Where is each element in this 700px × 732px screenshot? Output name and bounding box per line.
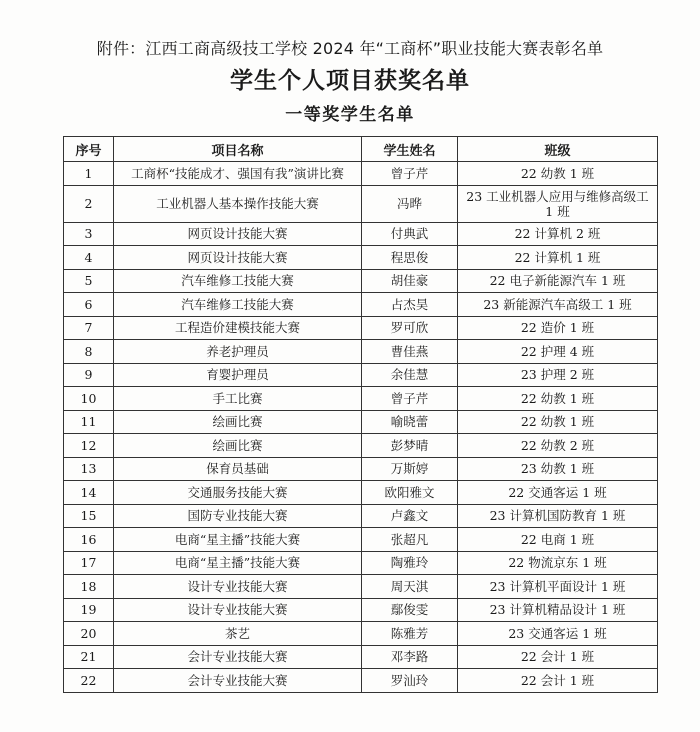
- cell-project: 电商“星主播”技能大赛: [114, 528, 362, 552]
- cell-student: 余佳慧: [362, 363, 458, 387]
- cell-number: 21: [64, 645, 114, 669]
- cell-number: 5: [64, 269, 114, 293]
- table-row: [64, 669, 658, 693]
- cell-project: 茶艺: [114, 622, 362, 646]
- cell-project: 保育员基础: [114, 457, 362, 481]
- cell-class: 22 计算机 2 班: [458, 222, 658, 246]
- cell-class: 22 幼教 1 班: [458, 162, 658, 186]
- cell-project: 工业机器人基本操作技能大赛: [114, 185, 362, 222]
- cell-student: 陈雅芳: [362, 622, 458, 646]
- header-number: 序号: [64, 137, 114, 162]
- cell-class: 23 计算机国防教育 1 班: [458, 504, 658, 528]
- cell-project: 育婴护理员: [114, 363, 362, 387]
- table-row: [64, 222, 658, 246]
- cell-student: 冯晔: [362, 185, 458, 222]
- table-row: [64, 387, 658, 411]
- table-row: [64, 185, 658, 222]
- cell-project: 绘画比赛: [114, 434, 362, 458]
- cell-class: 22 电子新能源汽车 1 班: [458, 269, 658, 293]
- table-row: [64, 575, 658, 599]
- table-row: [64, 246, 658, 270]
- table-row: [64, 481, 658, 505]
- cell-student: 付典武: [362, 222, 458, 246]
- cell-project: 网页设计技能大赛: [114, 222, 362, 246]
- cell-number: 4: [64, 246, 114, 270]
- cell-class: 23 计算机精品设计 1 班: [458, 598, 658, 622]
- cell-number: 15: [64, 504, 114, 528]
- cell-student: 程思俊: [362, 246, 458, 270]
- table-row: [64, 316, 658, 340]
- cell-student: 陶雅玲: [362, 551, 458, 575]
- cell-number: 7: [64, 316, 114, 340]
- cell-number: 14: [64, 481, 114, 505]
- cell-number: 8: [64, 340, 114, 364]
- cell-student: 罗汕玲: [362, 669, 458, 693]
- table-row: [64, 269, 658, 293]
- table-row: [64, 598, 658, 622]
- cell-student: 万斯婷: [362, 457, 458, 481]
- table-row: [64, 340, 658, 364]
- cell-student: 曹佳燕: [362, 340, 458, 364]
- table-row: [64, 293, 658, 317]
- table-row: [64, 551, 658, 575]
- cell-project: 手工比赛: [114, 387, 362, 411]
- cell-project: 绘画比赛: [114, 410, 362, 434]
- header-class: 班级: [458, 137, 658, 162]
- cell-student: 占杰昊: [362, 293, 458, 317]
- cell-class: 22 会计 1 班: [458, 645, 658, 669]
- table-row: [64, 363, 658, 387]
- cell-project: 国防专业技能大赛: [114, 504, 362, 528]
- cell-project: 电商“星主播”技能大赛: [114, 551, 362, 575]
- cell-student: 鄢俊雯: [362, 598, 458, 622]
- document-subtitle: 一等奖学生名单: [285, 105, 415, 125]
- cell-project: 会计专业技能大赛: [114, 645, 362, 669]
- cell-student: 周天淇: [362, 575, 458, 599]
- cell-class: 23 工业机器人应用与维修高级工 1 班: [458, 185, 658, 222]
- cell-student: 邓李路: [362, 645, 458, 669]
- cell-student: 彭梦晴: [362, 434, 458, 458]
- cell-class: 22 幼教 1 班: [458, 410, 658, 434]
- cell-student: 胡佳豪: [362, 269, 458, 293]
- cell-number: 2: [64, 185, 114, 222]
- table-row: [64, 410, 658, 434]
- cell-number: 20: [64, 622, 114, 646]
- cell-class: 22 会计 1 班: [458, 669, 658, 693]
- cell-number: 19: [64, 598, 114, 622]
- cell-class: 23 新能源汽车高级工 1 班: [458, 293, 658, 317]
- cell-project: 汽车维修工技能大赛: [114, 293, 362, 317]
- cell-number: 11: [64, 410, 114, 434]
- table-header-row: [64, 137, 658, 162]
- cell-class: 23 幼教 1 班: [458, 457, 658, 481]
- table-row: [64, 528, 658, 552]
- table-row: [64, 457, 658, 481]
- cell-number: 9: [64, 363, 114, 387]
- cell-project: 工商杯“技能成才、强国有我”演讲比赛: [114, 162, 362, 186]
- header-project: 项目名称: [114, 137, 362, 162]
- cell-number: 10: [64, 387, 114, 411]
- cell-student: 罗可欣: [362, 316, 458, 340]
- cell-class: 23 交通客运 1 班: [458, 622, 658, 646]
- cell-number: 1: [64, 162, 114, 186]
- cell-project: 网页设计技能大赛: [114, 246, 362, 270]
- cell-number: 13: [64, 457, 114, 481]
- cell-project: 设计专业技能大赛: [114, 575, 362, 599]
- cell-student: 曾子芹: [362, 162, 458, 186]
- cell-number: 12: [64, 434, 114, 458]
- table-row: [64, 162, 658, 186]
- cell-number: 3: [64, 222, 114, 246]
- cell-student: 张超凡: [362, 528, 458, 552]
- cell-project: 养老护理员: [114, 340, 362, 364]
- cell-student: 曾子芹: [362, 387, 458, 411]
- table-row: [64, 504, 658, 528]
- cell-class: 22 物流京东 1 班: [458, 551, 658, 575]
- cell-class: 22 造价 1 班: [458, 316, 658, 340]
- cell-number: 16: [64, 528, 114, 552]
- cell-project: 会计专业技能大赛: [114, 669, 362, 693]
- document-title: 学生个人项目获奖名单: [230, 68, 470, 94]
- cell-project: 汽车维修工技能大赛: [114, 269, 362, 293]
- cell-class: 22 交通客运 1 班: [458, 481, 658, 505]
- cell-class: 23 计算机平面设计 1 班: [458, 575, 658, 599]
- attachment-line: 附件：江西工商高级技工学校 2024 年“工商杯”职业技能大赛表彰名单: [96, 39, 604, 58]
- cell-student: 喻晓蕾: [362, 410, 458, 434]
- header-student: 学生姓名: [362, 137, 458, 162]
- cell-student: 卢鑫文: [362, 504, 458, 528]
- cell-number: 18: [64, 575, 114, 599]
- table-row: [64, 645, 658, 669]
- cell-class: 22 护理 4 班: [458, 340, 658, 364]
- cell-project: 交通服务技能大赛: [114, 481, 362, 505]
- cell-number: 22: [64, 669, 114, 693]
- awards-table: [63, 136, 658, 693]
- table-row: [64, 622, 658, 646]
- cell-number: 17: [64, 551, 114, 575]
- cell-project: 设计专业技能大赛: [114, 598, 362, 622]
- cell-class: 22 幼教 1 班: [458, 387, 658, 411]
- cell-student: 欧阳雅文: [362, 481, 458, 505]
- cell-class: 22 幼教 2 班: [458, 434, 658, 458]
- cell-project: 工程造价建模技能大赛: [114, 316, 362, 340]
- cell-class: 23 护理 2 班: [458, 363, 658, 387]
- cell-class: 22 电商 1 班: [458, 528, 658, 552]
- table-row: [64, 434, 658, 458]
- cell-class: 22 计算机 1 班: [458, 246, 658, 270]
- cell-number: 6: [64, 293, 114, 317]
